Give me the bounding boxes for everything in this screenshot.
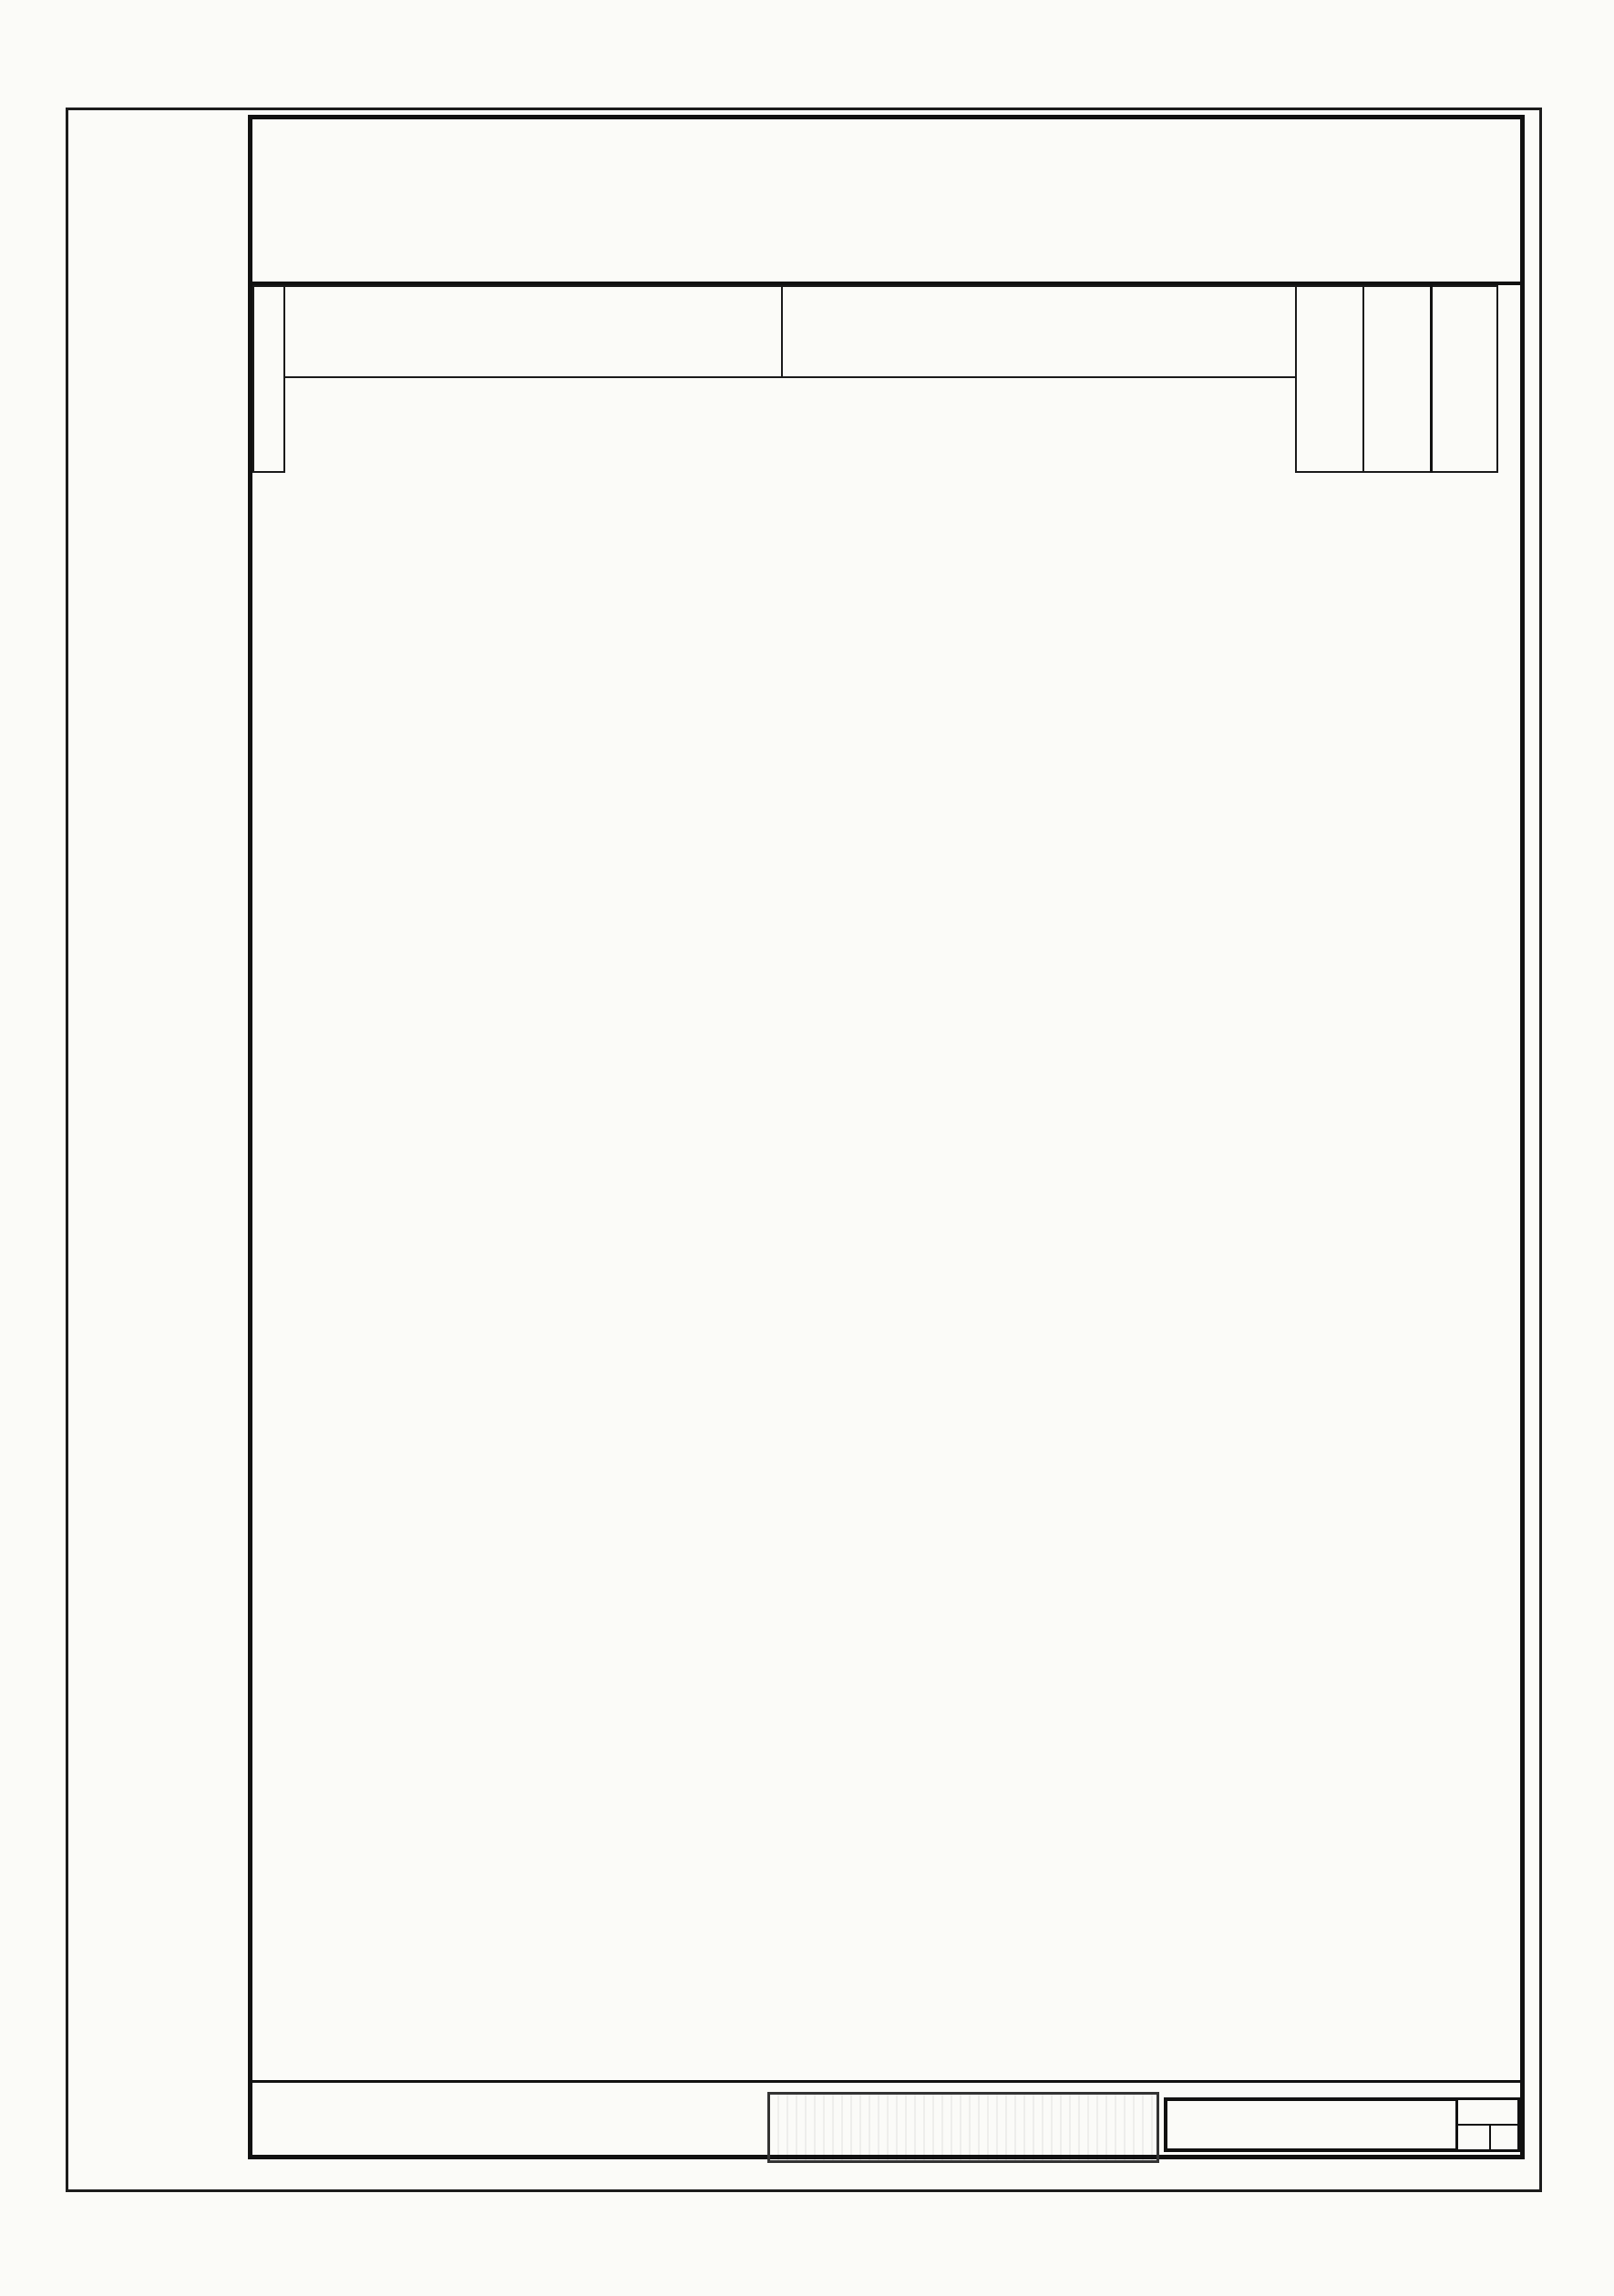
sheet-label <box>1458 2100 1517 2126</box>
angle-header <box>1296 286 1363 472</box>
col-nn-header <box>253 286 284 472</box>
cancelled-stamp <box>767 2092 1159 2163</box>
document-number <box>1164 2097 1455 2152</box>
region-header <box>1363 286 1431 472</box>
drawing-frame <box>248 115 1525 2159</box>
design-header <box>782 286 1296 377</box>
title-block <box>252 119 1520 285</box>
sheet-number <box>1458 2126 1491 2151</box>
normative-header <box>284 286 782 377</box>
footer-block <box>252 2080 1520 2158</box>
sheet-number-box <box>1455 2097 1520 2152</box>
tension-header <box>1431 286 1497 472</box>
loads-table <box>252 285 1498 473</box>
